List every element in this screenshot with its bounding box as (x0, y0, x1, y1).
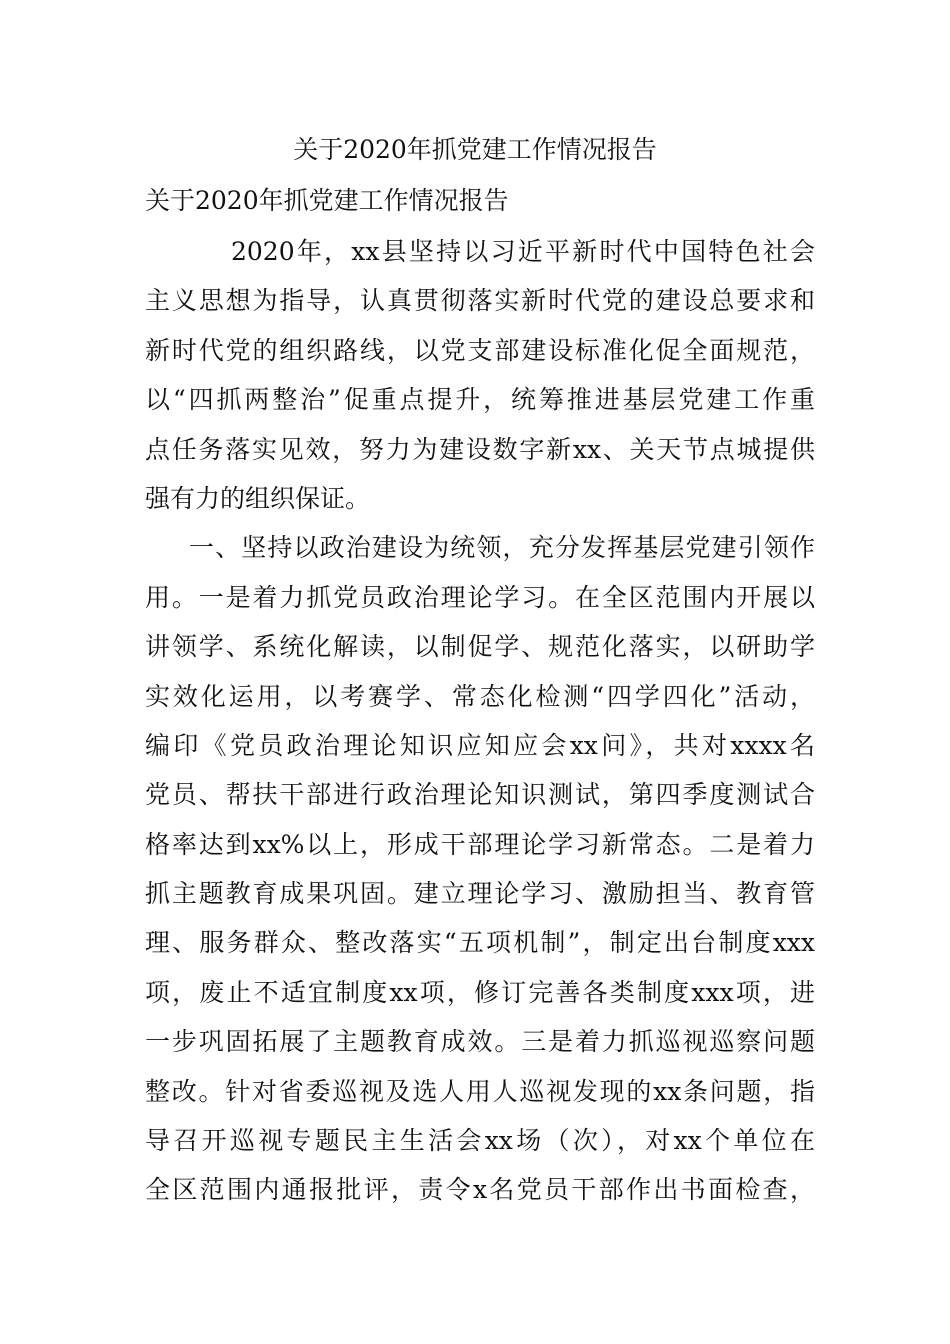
document-subtitle: 关于2020年抓党建工作情况报告 (145, 186, 509, 215)
document-body (145, 232, 815, 1220)
paragraph-2-line: 整改。针对省委巡视及选人用人巡视发现的xx条问题，指 (145, 1076, 815, 1106)
document-title: 关于2020年抓党建工作情况报告 (293, 135, 657, 164)
paragraph-2-line: 一、坚持以政治建设为统领，充分发挥基层党建引领作 (189, 533, 815, 563)
paragraph-2-line: 用。一是着力抓党员政治理论学习。在全区范围内开展以 (145, 582, 815, 612)
paragraph-2-line: 实效化运用，以考赛学、常态化检测“四学四化”活动， (145, 681, 815, 711)
paragraph-2-line: 党员、帮扶干部进行政治理论知识测试，第四季度测试合 (145, 780, 815, 810)
paragraph-2-line: 格率达到xx%以上，形成干部理论学习新常态。二是着力 (145, 829, 815, 859)
paragraph-1-line: 以“四抓两整治”促重点提升，统筹推进基层党建工作重 (145, 385, 815, 415)
paragraph-2-line: 抓主题教育成果巩固。建立理论学习、激励担当、教育管 (145, 879, 815, 909)
paragraph-2-line: 理、服务群众、整改落实“五项机制”，制定出台制度xxx (145, 928, 815, 958)
paragraph-1-line: 主义思想为指导，认真贯彻落实新时代党的建设总要求和 (145, 286, 815, 316)
paragraph-2-line: 导召开巡视专题民主生活会xx场（次），对xx个单位在 (145, 1126, 815, 1156)
paragraph-2-line: 编印《党员政治理论知识应知应会xx问》，共对xxxx名 (145, 730, 815, 760)
paragraph-2-line: 讲领学、系统化解读，以制促学、规范化落实，以研助学 (145, 632, 815, 662)
paragraph-1-line: 新时代党的组织路线，以党支部建设标准化促全面规范， (145, 335, 815, 365)
paragraph-2-line: 全区范围内通报批评，责令x名党员干部作出书面检查， (145, 1175, 815, 1205)
paragraph-1-line: 点任务落实见效，努力为建设数字新xx、关天节点城提供 (145, 434, 815, 464)
paragraph-2-line: 一步巩固拓展了主题教育成效。三是着力抓巡视巡察问题 (145, 1027, 815, 1057)
paragraph-2-line: 项，废止不适宜制度xx项，修订完善各类制度xxx项，进 (145, 977, 815, 1007)
paragraph-1-line: 2020年，xx县坚持以习近平新时代中国特色社会 (231, 237, 815, 266)
paragraph-1-line: 强有力的组织保证。 (145, 483, 371, 513)
